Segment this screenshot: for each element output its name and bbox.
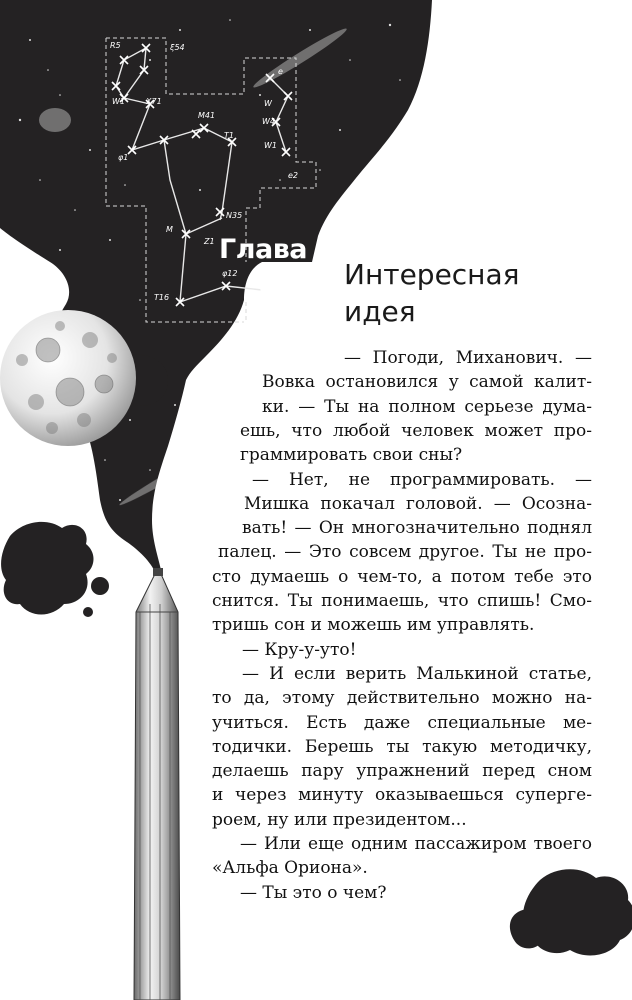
text-line: ешь, что любой человек может про- — [240, 421, 592, 441]
constellation-label: W4 — [262, 117, 275, 126]
constellation-label: W — [264, 99, 272, 108]
text-line: — Погоди, Миханович. — — [344, 348, 592, 368]
text-line: — И если верить Малькиной статье, — [242, 664, 592, 684]
constellation-label: N35 — [226, 211, 243, 220]
text-line: снится. Ты понимаешь, что спишь! Смо- — [212, 591, 592, 611]
text-line: — Ты это о чем? — [240, 883, 387, 903]
rocket-pencil — [134, 568, 180, 1000]
text-line: «Альфа Ориона». — [212, 858, 368, 878]
constellation-label: e — [278, 67, 283, 76]
text-line: — Или еще одним пассажиром твоего — [240, 834, 592, 854]
text-line: вать! — Он многозначительно поднял — [242, 518, 592, 538]
text-line: ки. — Ты на полном серьезе дума- — [262, 397, 592, 417]
chapter-title-line-2: идея — [344, 295, 416, 328]
text-line: — Кру-у-уто! — [242, 640, 357, 660]
constellation-label: e2 — [288, 171, 299, 180]
text-line: сто думаешь о чем-то, а потом тебе это — [212, 567, 592, 587]
text-line: тодички. Берешь ты такую методичку, — [212, 737, 592, 757]
constellation-label: T1 — [224, 131, 234, 140]
text-line: учиться. Есть даже специальные ме- — [212, 713, 592, 733]
constellation-label: M — [166, 225, 173, 234]
chapter-title — [344, 256, 614, 330]
text-line: Вовка остановился у самой калит- — [262, 372, 592, 392]
text-line: делаешь пару упражнений перед сном — [212, 761, 592, 781]
constellation-label: R5 — [110, 41, 121, 50]
constellation-label: Z1 — [204, 237, 215, 246]
chapter-label: Глава 1 — [219, 234, 335, 265]
constellation-label: φ1 — [118, 153, 129, 162]
constellation-label: W1 — [112, 97, 125, 106]
sparkle-star — [197, 360, 223, 386]
chapter-title-line-1: Интересная — [344, 258, 520, 291]
constellation-label: φ12 — [222, 269, 238, 278]
text-line: роем, ну или президентом... — [212, 810, 467, 830]
text-line: и через минуту оказываешься суперге- — [212, 785, 592, 805]
text-line: палец. — Это совсем другое. Ты не про- — [218, 542, 592, 562]
moon — [0, 310, 136, 446]
text-line: граммировать свои сны? — [240, 445, 463, 465]
text-line: то да, этому действительно можно на- — [212, 688, 592, 708]
constellation-label: M41 — [198, 111, 216, 120]
constellation-label: W1 — [264, 141, 277, 150]
constellation-label: ξ54 — [170, 43, 185, 52]
text-line: Мишка покачал головой. — Осозна- — [244, 494, 592, 514]
text-line: тришь сон и можешь им управлять. — [212, 615, 535, 635]
text-line: — Нет, не программировать. — — [252, 470, 592, 490]
constellation-label: X71 — [146, 97, 162, 106]
ink-blot-left — [1, 522, 93, 615]
constellation-label: T16 — [154, 293, 170, 302]
